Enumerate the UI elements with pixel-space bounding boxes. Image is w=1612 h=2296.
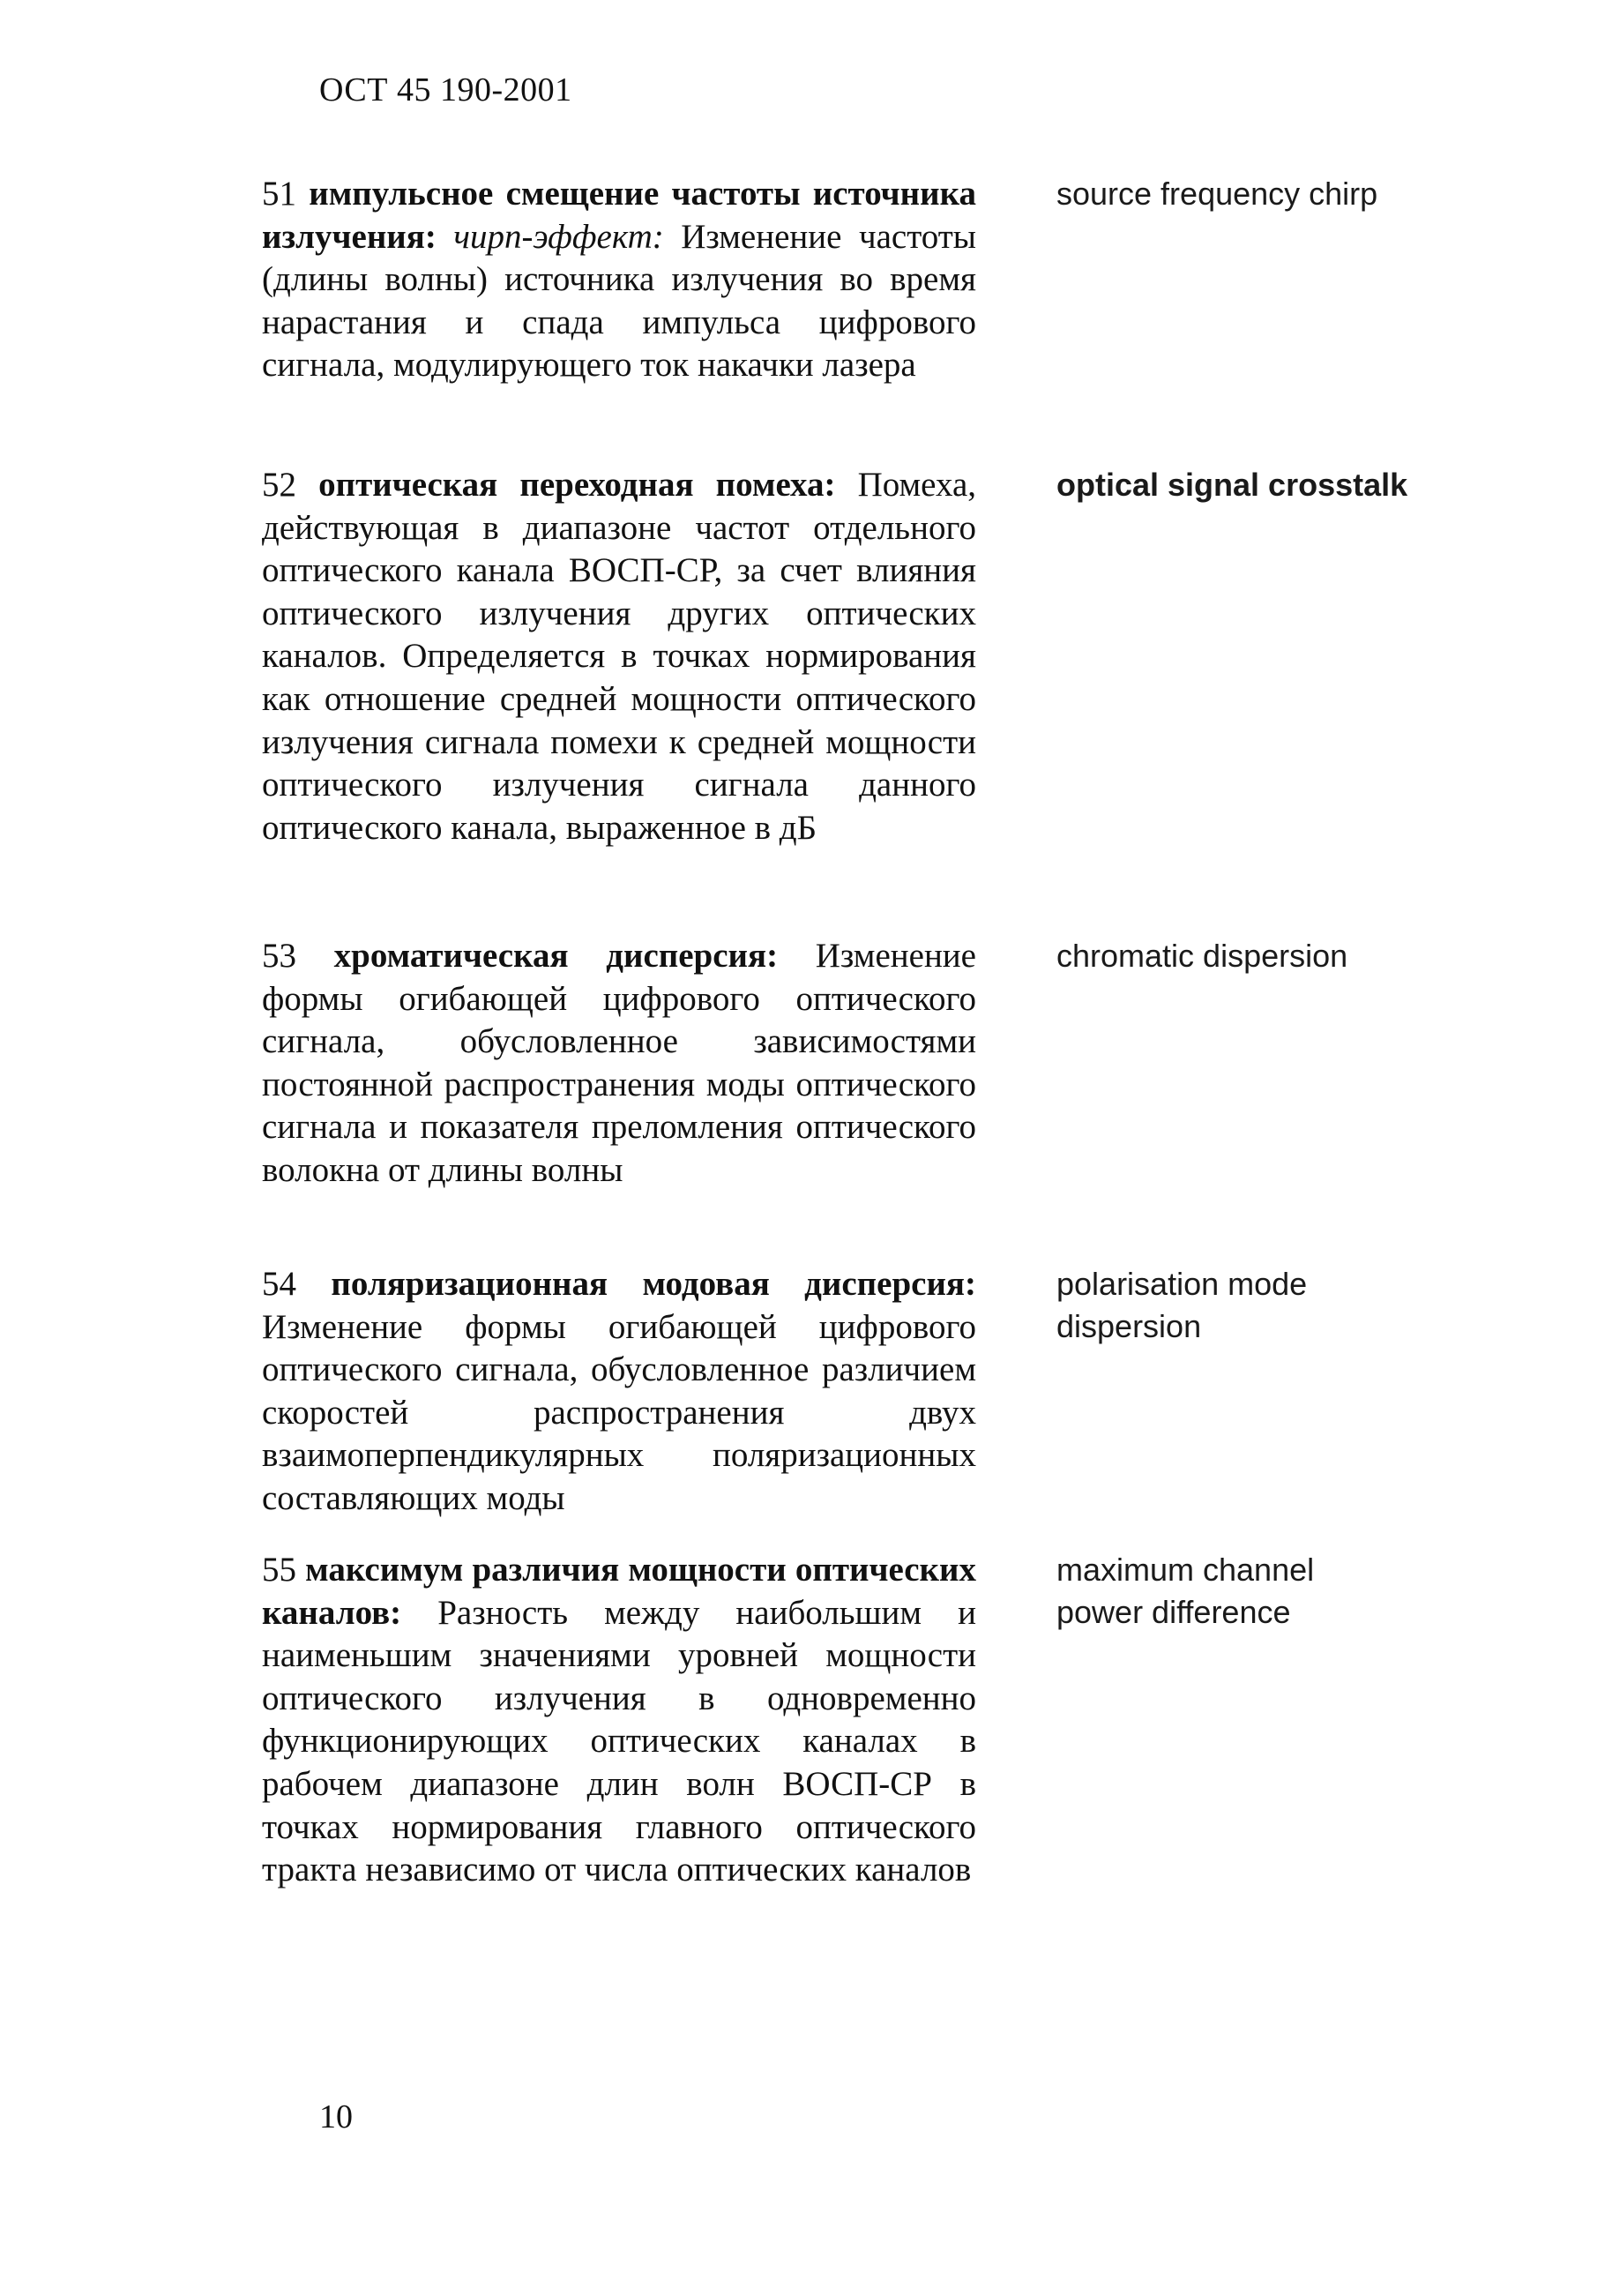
english-term: source frequency chirp: [1056, 176, 1378, 212]
term-synonym: чирп-эффект:: [453, 217, 664, 256]
term-definition: Разность между наибольшим и наименьшим значениями уровней мощности оптического излучения в одновременно функционирующих оптических каналах в рабочем диапазоне длин волн ВОСП-СР в точках нормирования главного оптического тракта независимо от числа оптических каналов: [262, 1593, 977, 1889]
term-number: 54: [262, 1265, 296, 1303]
term-number: 53: [262, 937, 296, 975]
page-number: 10: [319, 2098, 353, 2135]
english-term: polarisation mode dispersion: [1056, 1266, 1308, 1344]
term-name: импульсное смещение частоты источника излучения:: [262, 175, 976, 256]
term-number: 55: [262, 1551, 296, 1589]
term-definition: Помеха, действующая в диапазоне частот отдельного оптического канала ВОСП-СР, за счет влияния оптического излучения других оптических каналов. Определяется в точках нормирования как отношение средней мощности оптического излучения сигнала помехи к средней мощности оптического излучения сигнала данного оптического канала, выраженное в дБ: [262, 466, 977, 847]
term-definition: Изменение частоты (длины волны) источника излучения во время нарастания и спада импульса цифрового сигнала, модулирующего ток накачки лазера: [262, 217, 976, 385]
term-name: оптическая переходная помеха:: [318, 466, 836, 504]
english-term: chromatic dispersion: [1056, 938, 1348, 974]
term-body: [262, 464, 976, 849]
english-term: maximum channel power difference: [1056, 1552, 1315, 1630]
term-name: хроматическая дисперсия:: [333, 937, 779, 975]
term-definition: Изменение формы огибающей цифрового оптического сигнала, обусловленное зависимостями постоянной распространения моды оптического сигнала и показателя преломления оптического волокна от длины волны: [262, 937, 976, 1189]
english-term: optical signal crosstalk: [1056, 467, 1408, 503]
term-name: поляризационная модовая дисперсия:: [331, 1265, 977, 1303]
term-body: [262, 1263, 976, 1521]
term-number: 52: [262, 466, 296, 504]
term-number: 51: [262, 175, 296, 213]
document-code: ОСТ 45 190-2001: [319, 71, 572, 108]
term-body: [262, 173, 976, 387]
term-name: максимум различия мощности оптических каналов:: [262, 1551, 976, 1632]
term-body: [262, 1549, 976, 1892]
term-body: [262, 935, 976, 1193]
term-definition: Изменение формы огибающей цифрового оптического сигнала, обусловленное различием скоростей распространения двух взаимоперпендикулярных поляризационных составляющих моды: [262, 1307, 976, 1517]
